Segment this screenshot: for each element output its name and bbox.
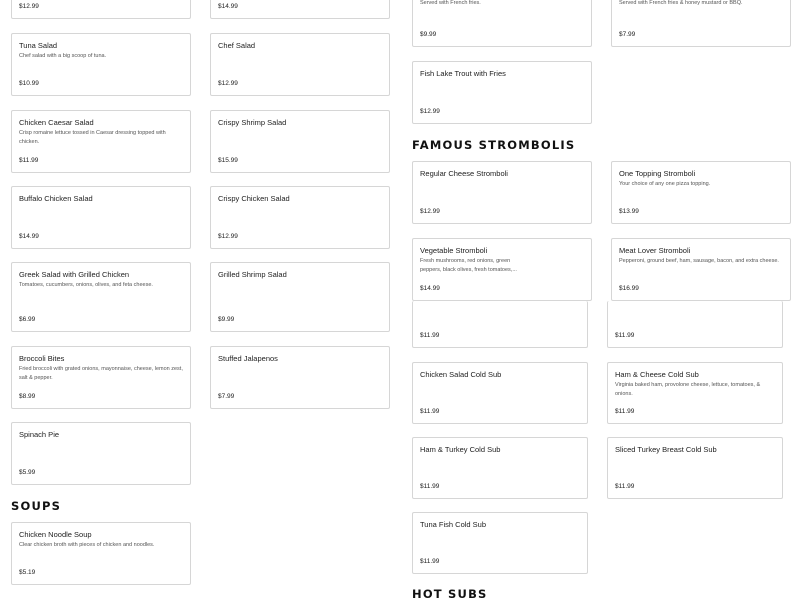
item-name: Stuffed Jalapenos: [218, 354, 278, 363]
menu-item-card[interactable]: [607, 437, 783, 499]
menu-item-card[interactable]: [412, 61, 592, 124]
item-price: $9.99: [420, 31, 437, 38]
section-title-hot-subs: HOT SUBS: [412, 587, 488, 600]
item-name: Tuna Salad: [19, 41, 58, 50]
item-price: $10.99: [19, 80, 39, 87]
item-name: Chicken Noodle Soup: [19, 530, 92, 539]
item-description: Virginia baked ham, provolone cheese, lettuce, tomatoes, & onions.: [615, 382, 761, 397]
menu-item-card[interactable]: [210, 33, 390, 96]
item-description: Fresh mushrooms, red onions, green peppers, black olives, fresh tomatoes,...: [420, 258, 517, 273]
item-price: $15.99: [218, 157, 238, 164]
menu-item-card[interactable]: [412, 437, 588, 499]
item-price: $16.99: [619, 285, 639, 292]
menu-item-card[interactable]: [11, 422, 191, 485]
item-name: Chef Salad: [218, 41, 256, 50]
item-price: $11.99: [420, 408, 440, 415]
item-name: Crispy Shrimp Salad: [218, 118, 287, 127]
item-description: Served with French fries.: [420, 0, 481, 6]
item-name: Ham & Cheese Cold Sub: [615, 370, 699, 379]
item-name: Ham & Turkey Cold Sub: [420, 445, 501, 454]
menu-item-card[interactable]: [11, 346, 191, 409]
item-price: $12.99: [218, 233, 238, 240]
item-name: Fish Lake Trout with Fries: [420, 69, 506, 78]
item-name: Sliced Turkey Breast Cold Sub: [615, 445, 717, 454]
menu-item-card[interactable]: [210, 0, 390, 19]
item-price: $7.99: [218, 393, 235, 400]
menu-item-card[interactable]: [11, 186, 191, 249]
menu-item-card[interactable]: [611, 161, 791, 224]
menu-item-card[interactable]: [611, 0, 791, 47]
item-price: $14.99: [19, 233, 39, 240]
item-description: Clear chicken broth with pieces of chicken and noodles.: [19, 542, 155, 548]
item-name: Greek Salad with Grilled Chicken: [19, 270, 130, 279]
menu-item-card[interactable]: [210, 110, 390, 173]
menu-item-card[interactable]: [607, 362, 783, 424]
item-price: $6.99: [19, 316, 36, 323]
item-price: $5.99: [19, 469, 36, 476]
menu-item-card[interactable]: [11, 522, 191, 585]
menu-item-card[interactable]: [412, 512, 588, 574]
item-description: Served with French fries & honey mustard or BBQ.: [619, 0, 743, 6]
item-name: Grilled Shrimp Salad: [218, 270, 287, 279]
menu-item-card[interactable]: [607, 301, 783, 348]
item-price: $8.99: [19, 393, 36, 400]
menu-item-card[interactable]: [11, 262, 191, 332]
item-price: $12.99: [218, 80, 238, 87]
menu-item-card[interactable]: [11, 110, 191, 173]
section-title-strombolis: FAMOUS STROMBOLIS: [412, 138, 576, 152]
item-price: $12.99: [420, 208, 440, 215]
item-description: Your choice of any one pizza topping.: [619, 181, 711, 187]
section-title-soups: SOUPS: [11, 499, 62, 513]
item-price: $11.99: [19, 157, 39, 164]
item-price: $7.99: [619, 31, 636, 38]
menu-item-card[interactable]: [412, 238, 592, 301]
menu-item-card[interactable]: [412, 301, 588, 348]
item-name: Buffalo Chicken Salad: [19, 194, 93, 203]
menu-item-card[interactable]: [11, 33, 191, 96]
item-price: $11.99: [420, 558, 440, 565]
menu-item-card[interactable]: [412, 362, 588, 424]
item-price: $12.99: [420, 108, 440, 115]
item-name: Broccoli Bites: [19, 354, 65, 363]
item-price: $11.99: [615, 332, 635, 339]
item-price: $11.99: [615, 408, 635, 415]
item-name: One Topping Stromboli: [619, 169, 696, 178]
item-name: Regular Cheese Stromboli: [420, 169, 508, 178]
item-name: Tuna Fish Cold Sub: [420, 520, 487, 529]
menu-item-card[interactable]: [412, 0, 592, 47]
item-price: $11.99: [420, 332, 440, 339]
item-name: Chicken Salad Cold Sub: [420, 370, 502, 379]
item-description: Pepperoni, ground beef, ham, sausage, bacon, and extra cheese.: [619, 258, 779, 264]
item-price: $11.99: [420, 483, 440, 490]
item-price: $14.99: [420, 285, 440, 292]
menu-item-card[interactable]: [611, 238, 791, 301]
item-description: Fried broccoli with grated onions, mayonnaise, cheese, lemon zest, salt & pepper.: [19, 366, 183, 381]
item-description: Tomatoes, cucumbers, onions, olives, and feta cheese.: [19, 282, 153, 288]
item-name: Spinach Pie: [19, 430, 60, 439]
menu-item-card[interactable]: [11, 0, 191, 19]
item-name: Crispy Chicken Salad: [218, 194, 290, 203]
menu-item-card[interactable]: [210, 346, 390, 409]
item-price: $5.19: [19, 569, 36, 576]
item-price: $13.99: [619, 208, 639, 215]
item-price: $9.99: [218, 316, 235, 323]
menu-item-card[interactable]: [412, 161, 592, 224]
item-price: $11.99: [615, 483, 635, 490]
item-price: $14.99: [218, 3, 238, 10]
menu-item-card[interactable]: [210, 262, 390, 332]
item-name: Meat Lover Stromboli: [619, 246, 691, 255]
item-price: $12.99: [19, 3, 39, 10]
item-description: Chef salad with a big scoop of tuna.: [19, 53, 107, 59]
item-name: Chicken Caesar Salad: [19, 118, 94, 127]
item-description: Crisp romaine lettuce tossed in Caesar dressing topped with chicken.: [19, 130, 166, 145]
item-name: Vegetable Stromboli: [420, 246, 488, 255]
menu-item-card[interactable]: [210, 186, 390, 249]
